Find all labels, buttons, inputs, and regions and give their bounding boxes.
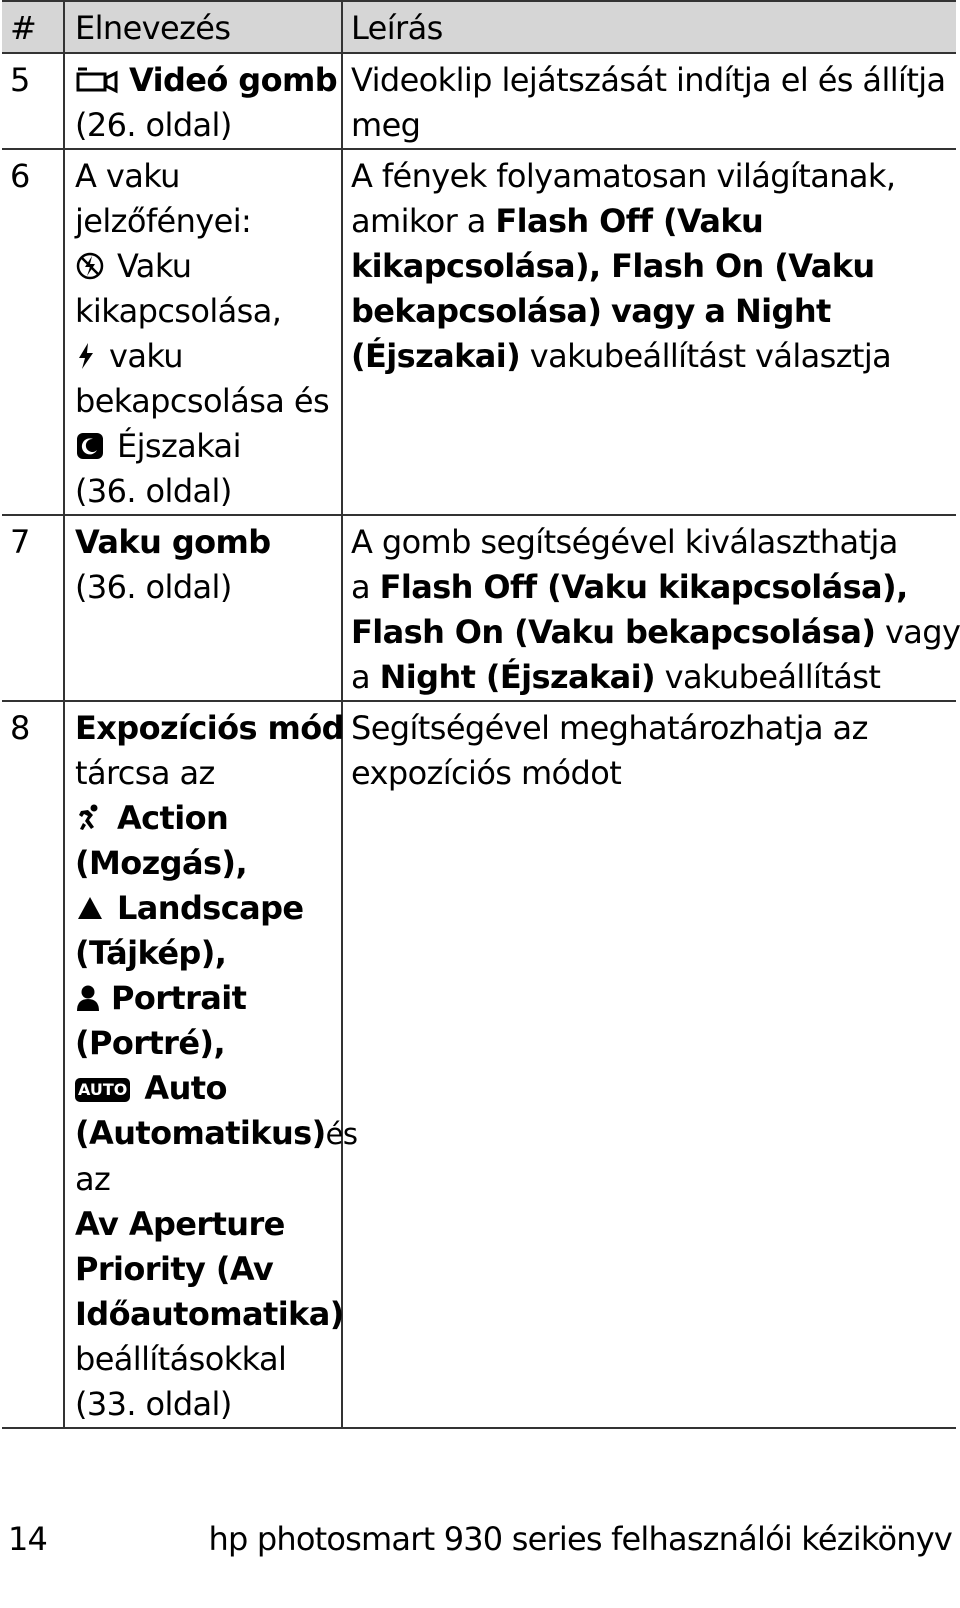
page-number: 14 (8, 1520, 48, 1558)
row-description (342, 701, 956, 1428)
name-line: Av Aperture (75, 1205, 285, 1243)
name-line: Auto (144, 1069, 227, 1107)
description-term: Night (734, 292, 831, 330)
flash-button-label: Vaku gomb (75, 523, 271, 561)
row-description (342, 53, 956, 149)
row-name (64, 701, 358, 1428)
name-line: kikapcsolása, (75, 292, 282, 330)
table-row (2, 701, 956, 1428)
name-line: (Automatikus) (75, 1114, 326, 1152)
name-line: (Mozgás), (75, 844, 248, 882)
mode-dial-label: Expozíciós mód (75, 709, 344, 747)
row-description (342, 515, 960, 701)
name-line: tárcsa az (75, 754, 215, 792)
description-line: Segítségével meghatározhatja az (351, 709, 868, 747)
description-line: a (351, 568, 371, 606)
description-line: vagy (884, 613, 960, 651)
landscape-icon (75, 893, 105, 923)
row-name (64, 515, 342, 701)
name-line: (Tájkép), (75, 934, 227, 972)
description-line: A gomb segítségével kiválaszthatja (351, 523, 898, 561)
description-line: vakubeállítást választja (529, 337, 892, 375)
description-line: vakubeállítást (664, 658, 881, 696)
description-line: a (704, 292, 726, 330)
name-line: Portrait (111, 979, 247, 1017)
description-line: Videoklip lejátszását indítja el és állítja (351, 61, 946, 99)
description-line: amikor a (351, 202, 486, 240)
name-line: A vaku (75, 157, 180, 195)
controls-table (2, 0, 960, 1429)
name-line: Időautomatika) (75, 1295, 344, 1333)
manual-title: hp photosmart 930 series felhasználói kézikönyv (208, 1520, 952, 1558)
name-line: Vaku (117, 247, 192, 285)
table-header-row (2, 1, 956, 53)
description-line: A fények folyamatosan világítanak, (351, 157, 896, 195)
description-term: Night (Éjszakai) (379, 658, 656, 696)
name-line: Action (117, 799, 229, 837)
row-number: 5 (2, 53, 64, 149)
video-button-label: Videó gomb (129, 61, 338, 99)
name-line: az (75, 1160, 111, 1198)
description-line: expozíciós módot (351, 754, 622, 792)
name-line: (Portré), (75, 1024, 226, 1062)
description-term: Flash Off (Vaku (495, 202, 764, 240)
row-description (342, 149, 956, 515)
description-term: Flash Off (Vaku kikapcsolása), (379, 568, 908, 606)
row-number: 7 (2, 515, 64, 701)
description-line: vagy (611, 292, 695, 330)
flash-off-icon (75, 251, 105, 281)
description-line: meg (351, 106, 421, 144)
row-name (64, 149, 342, 515)
page-ref: (26. oldal) (75, 106, 232, 144)
table-row (2, 149, 956, 515)
name-line: vaku (109, 337, 183, 375)
header-name: Elnevezés (64, 1, 342, 53)
table-row (2, 515, 956, 701)
page-ref: (36. oldal) (75, 472, 232, 510)
night-icon (75, 431, 105, 461)
flash-on-icon (75, 341, 97, 371)
auto-icon: AUTO (75, 1078, 130, 1102)
header-number: # (2, 1, 64, 53)
header-description: Leírás (342, 1, 956, 53)
portrait-icon (75, 983, 101, 1013)
table-row (2, 53, 956, 149)
description-line: a (351, 658, 371, 696)
name-line: jelzőfényei: (75, 202, 252, 240)
description-term: (Éjszakai) (351, 337, 521, 375)
name-line: bekapcsolása és (75, 382, 330, 420)
description-term: kikapcsolása), Flash On (Vaku (351, 247, 875, 285)
name-line: Éjszakai (117, 427, 241, 465)
description-term: Flash On (Vaku bekapcsolása) (351, 613, 876, 651)
action-icon (75, 803, 105, 833)
row-name (64, 53, 342, 149)
page-ref: (33. oldal) (75, 1385, 232, 1423)
description-term: bekapcsolása) (351, 292, 602, 330)
video-icon (75, 65, 119, 95)
name-line: és (325, 1117, 358, 1151)
name-line: Priority (Av (75, 1250, 274, 1288)
page-ref: (36. oldal) (75, 568, 232, 606)
row-number: 8 (2, 701, 64, 1428)
row-number: 6 (2, 149, 64, 515)
name-line: beállításokkal (75, 1340, 287, 1378)
name-line: Landscape (117, 889, 304, 927)
